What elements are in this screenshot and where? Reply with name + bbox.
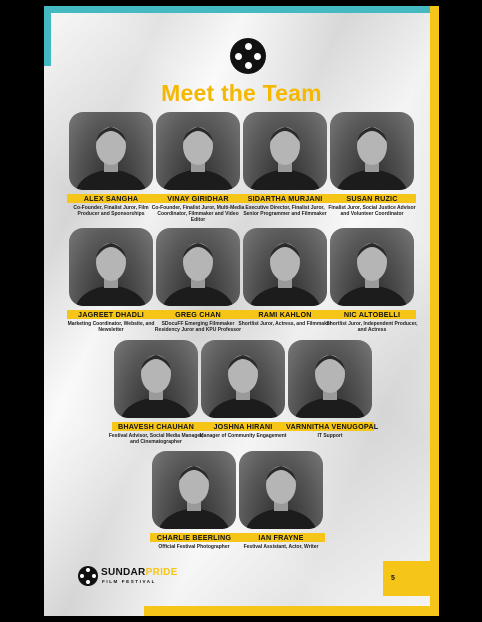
member-name: JAGREET DHADLI xyxy=(67,310,155,319)
team-member xyxy=(69,112,153,217)
teal-bar-left xyxy=(44,6,51,66)
logo-subtitle: FILM FESTIVAL xyxy=(102,579,156,584)
member-name: JOSHNA HIRANI xyxy=(199,422,287,431)
team-member xyxy=(238,228,332,327)
member-role: Official Festival Photographer xyxy=(158,544,230,550)
team-member xyxy=(239,451,323,550)
member-photo xyxy=(156,228,240,306)
team-member xyxy=(152,451,236,550)
member-role: Finalist Juror, Social Justice Advisor and Volunteer Coordinator xyxy=(328,205,416,217)
film-reel-icon xyxy=(230,38,266,74)
team-member xyxy=(69,228,153,333)
member-photo xyxy=(156,112,240,190)
team-member xyxy=(326,228,418,333)
member-name: VARNNITHA VENUGOPAL xyxy=(286,422,379,431)
team-member xyxy=(151,112,245,223)
team-member xyxy=(243,112,327,217)
page-number-box xyxy=(383,561,439,596)
member-photo xyxy=(69,112,153,190)
page xyxy=(44,6,439,616)
team-member xyxy=(108,340,204,445)
team-member xyxy=(286,340,379,439)
member-photo xyxy=(243,228,327,306)
member-photo xyxy=(330,228,414,306)
logo-wordmark: SUNDARPRIDE xyxy=(101,567,178,578)
member-role: IT Support xyxy=(317,433,343,439)
member-role: Shortlist Juror, Actress, and Filmmaker xyxy=(238,321,332,327)
member-photo xyxy=(330,112,414,190)
page-title: Meet the Team xyxy=(161,80,322,106)
member-role: Manager of Community Engagement xyxy=(199,433,287,439)
member-photo xyxy=(114,340,198,418)
member-name: IAN FRAYNE xyxy=(237,533,325,542)
team-member xyxy=(330,112,414,217)
member-name: RAMI KAHLON xyxy=(241,310,329,319)
member-photo xyxy=(69,228,153,306)
member-role: Executive Director, Finalist Juror, Senior Programmer and Filmmaker xyxy=(243,205,327,217)
member-name: GREG CHAN xyxy=(154,310,242,319)
member-name: SUSAN RUZIC xyxy=(328,194,416,203)
member-role: Co-Founder, Finalist Juror, Multi-Media Coordinator, Filmmaker and Video Editor xyxy=(151,205,245,223)
member-role: Festival Advisor, Social Media Manager, and Cinematographer xyxy=(108,433,204,445)
member-name: SIDARTHA MURJANI xyxy=(241,194,329,203)
page-number: 5 xyxy=(391,575,395,582)
member-role: Shortlist Juror, Independent Producer, and Actress xyxy=(326,321,418,333)
festival-logo xyxy=(78,566,178,586)
member-name: ALEX SANGHA xyxy=(67,194,155,203)
member-photo xyxy=(243,112,327,190)
member-photo xyxy=(288,340,372,418)
team-member xyxy=(201,340,285,439)
member-name: NIC ALTOBELLI xyxy=(328,310,416,319)
member-photo xyxy=(201,340,285,418)
member-role: Festival Assistant, Actor, Writer xyxy=(243,544,319,550)
film-reel-icon xyxy=(78,566,98,586)
member-role: Co-Founder, Finalist Juror, Film Producer and Sponsorships xyxy=(73,205,149,217)
member-photo xyxy=(152,451,236,529)
team-member xyxy=(156,228,240,333)
member-photo xyxy=(239,451,323,529)
member-role: Marketing Coordinator, Website, and Newsletter xyxy=(67,321,155,333)
yellow-bar-bottom xyxy=(144,606,439,616)
member-name: BHAVESH CHAUHAN xyxy=(112,422,200,431)
member-name: VINAY GIRIDHAR xyxy=(154,194,242,203)
teal-bar-top xyxy=(44,6,439,13)
member-name: CHARLIE BEERLING xyxy=(150,533,238,542)
member-role: SDocuFF Emerging Filmmaker Residency Juror and KPU Professor xyxy=(154,321,242,333)
